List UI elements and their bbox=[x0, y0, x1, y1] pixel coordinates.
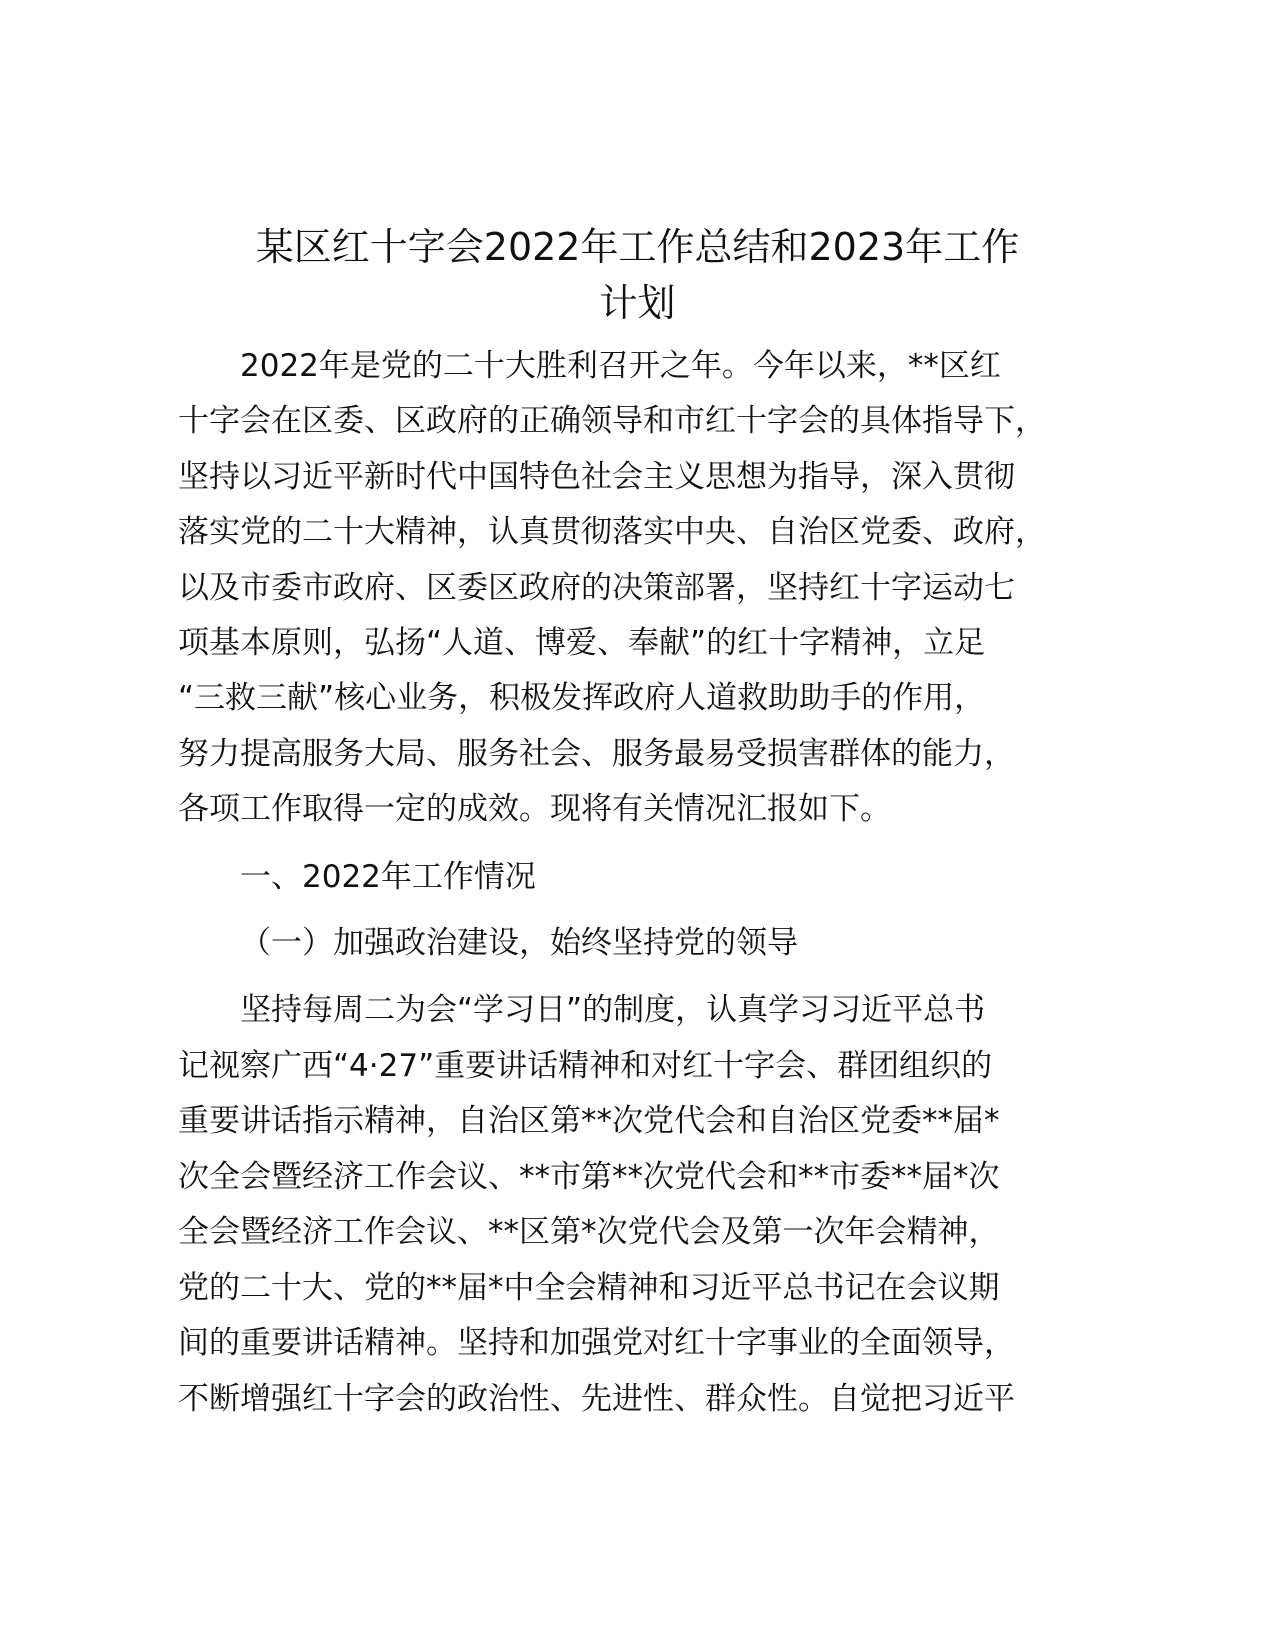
document-title-line-2: 计划 bbox=[599, 281, 676, 325]
section-heading: 一、2022年工作情况 bbox=[240, 859, 536, 895]
paragraph-line: 党的二十大、党的**届*中全会精神和习近平总书记在会议期 bbox=[178, 1270, 1000, 1306]
paragraph-line: 全会暨经济工作会议、**区第*次党代会及第一次年会精神， bbox=[178, 1214, 1000, 1250]
document-title-line-1: 某区红十字会2022年工作总结和2023年工作 bbox=[255, 225, 1020, 269]
paragraph-line: 2022年是党的二十大胜利召开之年。今年以来，**区红 bbox=[240, 348, 1001, 384]
paragraph-line: 努力提高服务大局、服务社会、服务最易受损害群体的能力， bbox=[178, 736, 1015, 772]
paragraph-line: 项基本原则，弘扬“人道、博爱、奉献”的红十字精神，立足 bbox=[178, 625, 986, 661]
paragraph-line: 十字会在区委、区政府的正确领导和市红十字会的具体指导下， bbox=[178, 403, 1046, 439]
paragraph-line: “三救三献”核心业务，积极发挥政府人道救助助手的作用， bbox=[178, 680, 986, 716]
paragraph-line: 坚持以习近平新时代中国特色社会主义思想为指导，深入贯彻 bbox=[178, 459, 1015, 495]
paragraph-line: 间的重要讲话精神。坚持和加强党对红十字事业的全面领导， bbox=[178, 1325, 1015, 1361]
paragraph-line: 重要讲话指示精神，自治区第**次党代会和自治区党委**届* bbox=[178, 1103, 1000, 1139]
paragraph-line: 坚持每周二为会“学习日”的制度，认真学习习近平总书 bbox=[240, 992, 986, 1028]
paragraph-line: 不断增强红十字会的政治性、先进性、群众性。自觉把习近平 bbox=[178, 1381, 1015, 1417]
paragraph-line: 记视察广西“4·27”重要讲话精神和对红十字会、群团组织的 bbox=[178, 1048, 993, 1084]
paragraph-line: 次全会暨经济工作会议、**市第**次党代会和**市委**届*次 bbox=[178, 1159, 1000, 1195]
subsection-heading: （一）加强政治建设，始终坚持党的领导 bbox=[240, 925, 798, 961]
paragraph-line: 以及市委市政府、区委区政府的决策部署，坚持红十字运动七 bbox=[178, 570, 1015, 606]
paragraph-line: 各项工作取得一定的成效。现将有关情况汇报如下。 bbox=[178, 791, 891, 827]
paragraph-line: 落实党的二十大精神，认真贯彻落实中央、自治区党委、政府， bbox=[178, 514, 1046, 550]
